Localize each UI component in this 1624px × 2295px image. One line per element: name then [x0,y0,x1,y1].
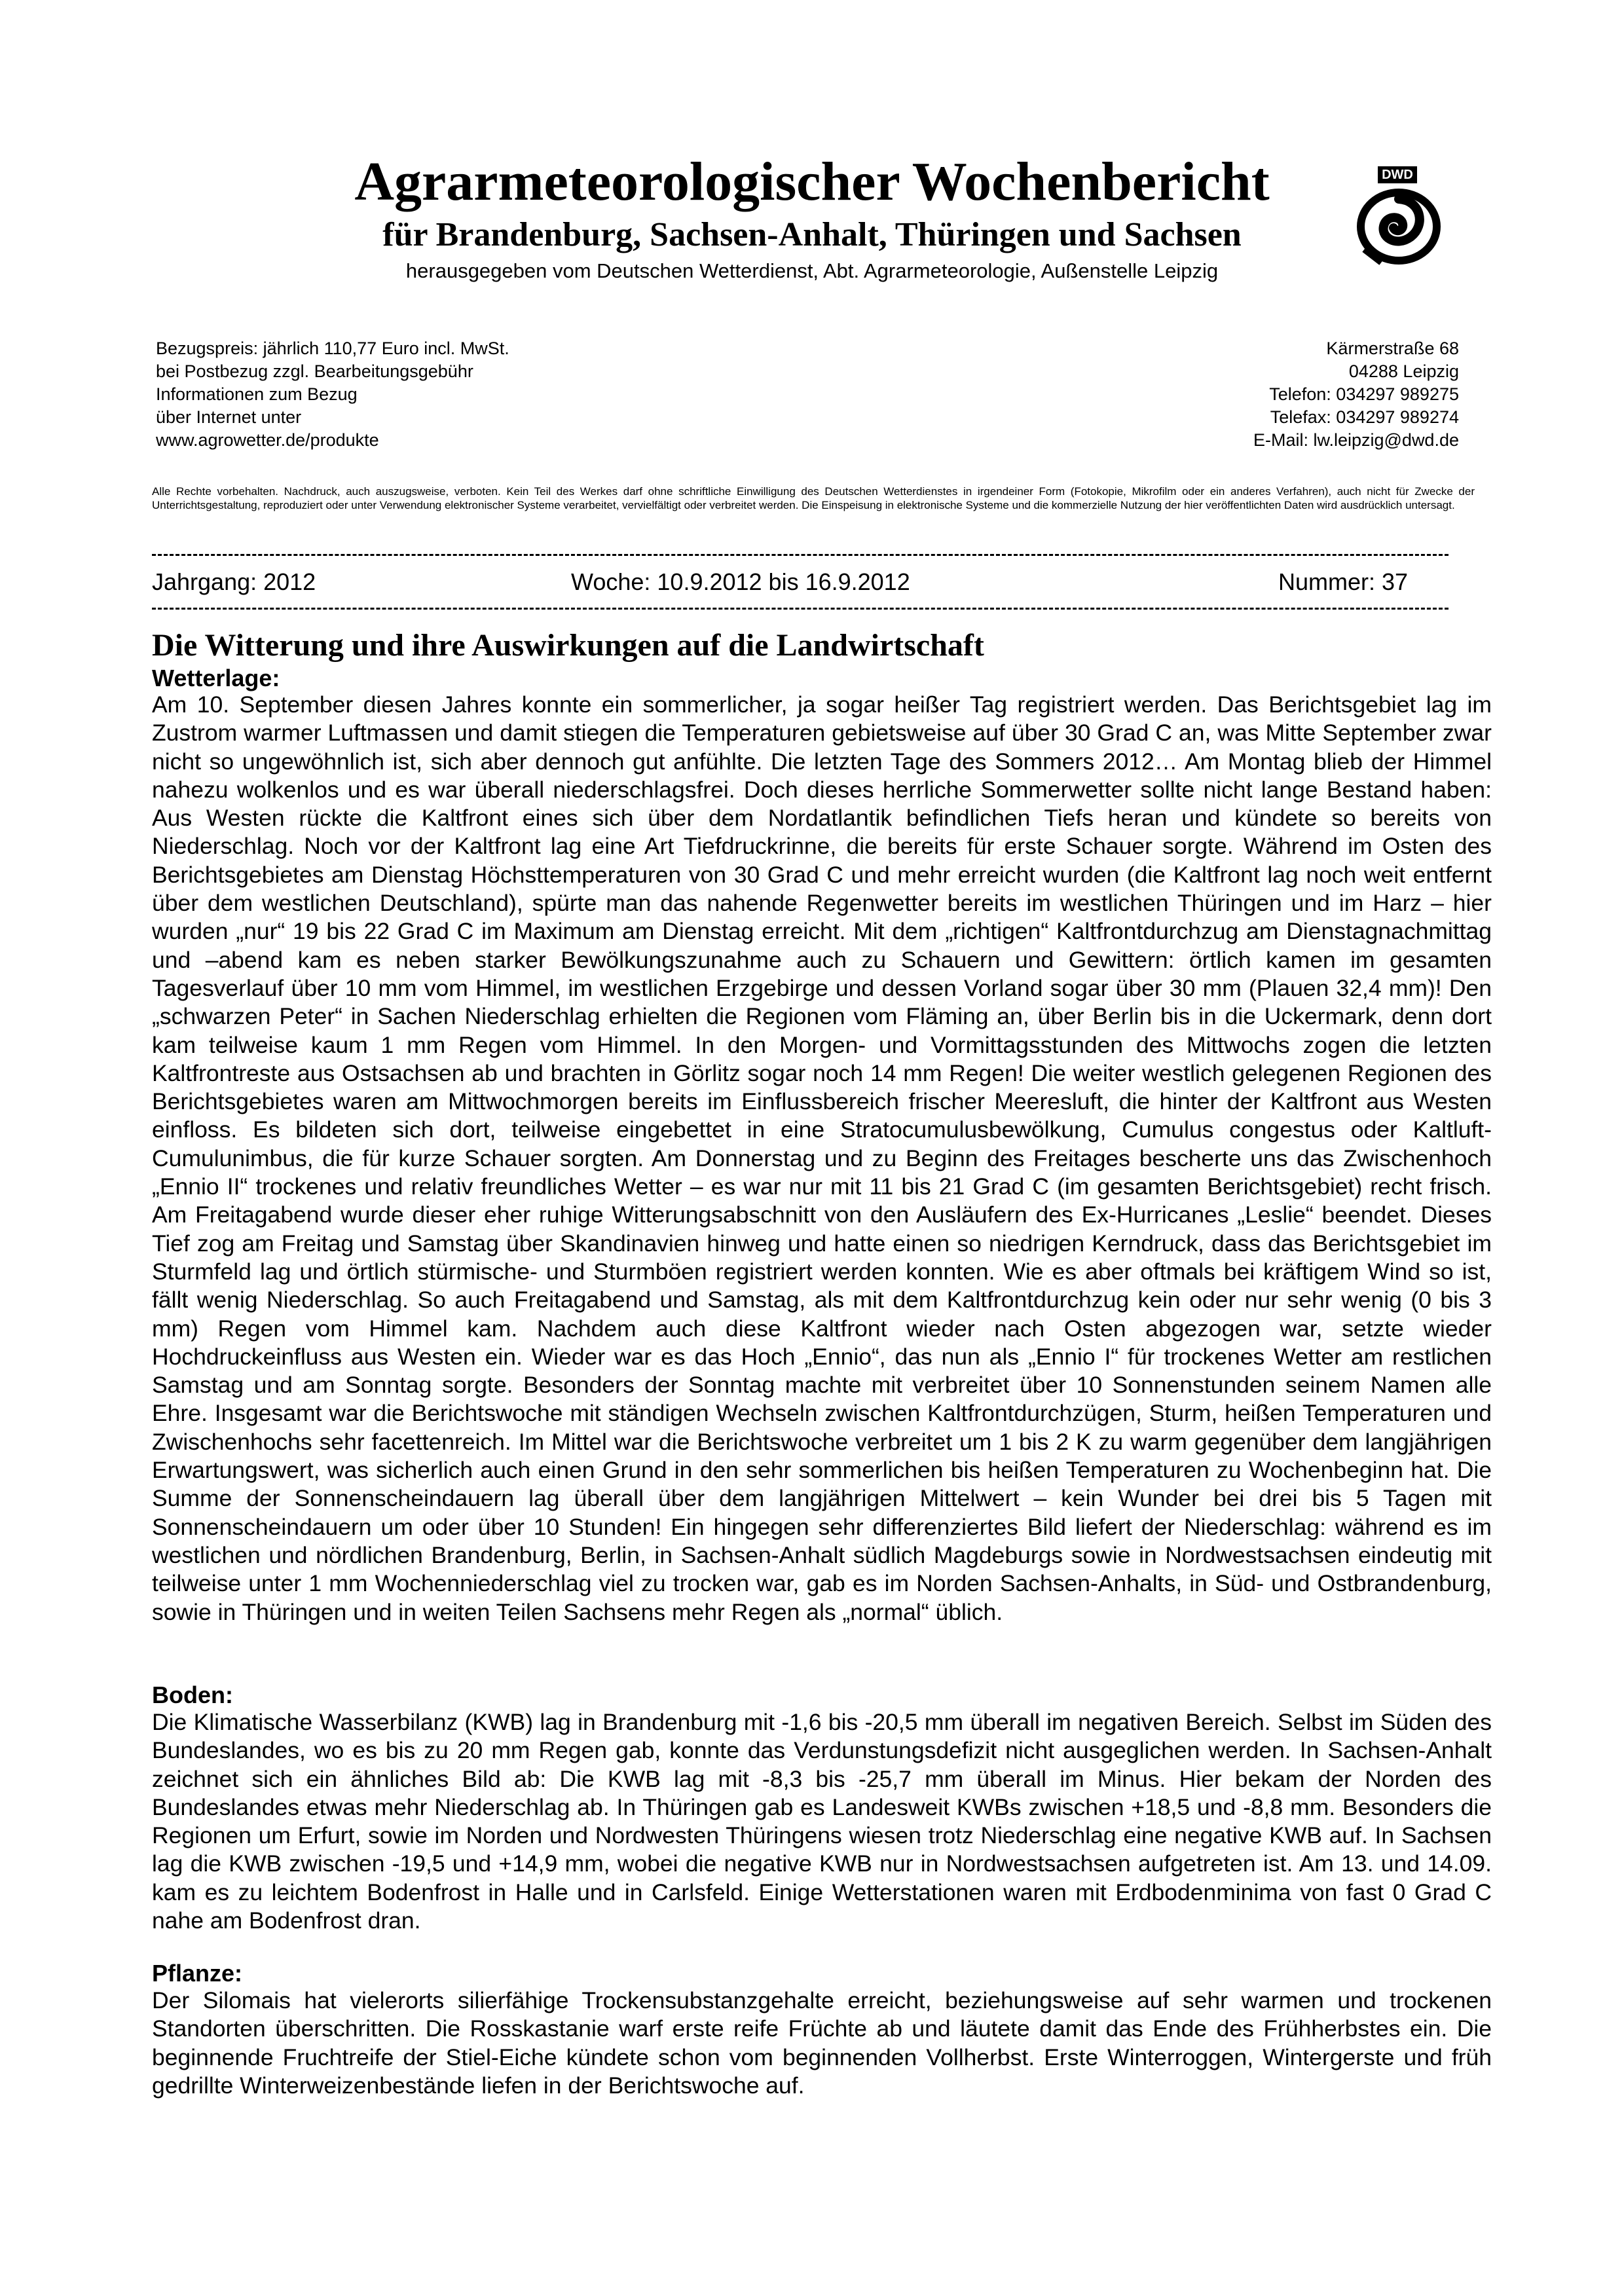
main-heading: Die Witterung und ihre Auswirkungen auf die Landwirtschaft [152,628,984,663]
contact-info [1253,337,1459,452]
rights-notice: Alle Rechte vorbehalten. Nachdruck, auch auszugsweise, verboten. Kein Teil des Werkes darf ohne schriftliche Einwilligung des Deutschen Wetterdienstes in irgendeiner Form (Fotokopie, Mikrofilm oder ein anderes Verfahren), auch nicht für Zwecke der Unterrichtsgestaltung, reproduziert oder unter Verwendung elektronischer Systeme verarbeitet, vervielfältigt oder verbreitet werden. Die Einspeisung in elektronische Systeme und die kommerzielle Nutzung der hier veröffentlichten Daten wird ausdrücklich untersagt. [152,485,1475,511]
fax-line: Telefax: 034297 989274 [1270,407,1459,427]
dwd-logo [1356,162,1441,267]
section-text-wetterlage: Am 10. September diesen Jahres konnte ein sommerlicher, ja sogar heißer Tag registriert werden. Das Berichtsgebiet lag im Zustrom warmer Luftmassen und damit stiegen die Temperaturen gebietsweise auf über 30 Grad C an, was Mitte September zwar nicht so ungewöhnlich ist, sich aber dennoch gut anfühlte. Die letzten Tage des Sommers 2012… Am Montag blieb der Himmel nahezu wolkenlos und es war überall niederschlagsfrei. Doch dieses herrliche Sommerwetter sollte nicht lange Bestand haben: Aus Westen rückte die Kaltfront eines sich über dem Nordatlantik befindlichen Tiefs heran und kündete so bereits von Niederschlag. Noch vor der Kaltfront lag eine Art Tiefdruckrinne, die bereits für erste Schauer sorgte. Während im Osten des Berichtsgebietes am Dienstag Höchsttemperaturen von 30 Grad C und mehr erreicht wurden (die Kaltfront lag noch weit entfernt über dem westlichen Deutschland), spürte man das nahende Regenwetter bereits im westlichen Thüringen und im Harz – hier wurden „nur“ 19 bis 22 Grad C im Maximum am Dienstag erreicht. Mit dem „richtigen“ Kaltfrontdurchzug am Dienstagnachmittag und –abend kam es neben starker Bewölkungszunahme auch zu Schauern und Gewittern: örtlich kamen im gesamten Tagesverlauf über 10 mm vom Himmel, im westlichen Erzgebirge und dessen Vorland sogar über 30 mm (Plauen 32,4 mm)! Den „schwarzen Peter“ in Sachen Niederschlag erhielten die Regionen vom Fläming an, über Berlin bis in die Uckermark, denn dort kam teilweise kaum 1 mm Regen vom Himmel. In den Morgen- und Vormittagsstunden des Mittwochs zogen die letzten Kaltfrontreste aus Ostsachsen ab und brachten in Görlitz sogar noch 14 mm Regen! Die weiter westlich gelegenen Regionen des Berichtsgebietes waren am Mittwochmorgen bereits im Einflussbereich frischer Meeresluft, die hinter der Kaltfront aus Westen einfloss. Es bildeten sich dort, teilweise eingebettet in eine Stratocumulusbewölkung, Cumulus congestus oder Kaltluft-Cumulunimbus, die für kurze Schauer sorgten. Am Donnerstag und zu Beginn des Freitages bescherte uns das Zwischenhoch „Ennio II“ trockenes und relativ freundliches Wetter – es war nur mit 11 bis 21 Grad C (im gesamten Berichtsgebiet) recht frisch. Am Freitagabend wurde dieser eher ruhige Witterungsabschnitt von den Ausläufern des Ex-Hurricanes „Leslie“ beendet. Dieses Tief zog am Freitag und Samstag über Skandinavien hinweg und hatte einen so niedrigen Kerndruck, dass das Berichtsgebiet im Sturmfeld lag und örtlich stürmische- und Sturmböen registriert werden konnten. Wie es aber oftmals bei kräftigem Wind so ist, fällt wenig Niederschlag. So auch Freitagabend und Samstag, als mit dem Kaltfrontdurchzug kein oder nur sehr wenig (0 bis 3 mm) Regen vom Himmel kam. Nachdem auch diese Kaltfront wieder nach Osten abgezogen war, setzte wieder Hochdruckeinfluss aus Westen ein. Wieder war es das Hoch „Ennio“, das nun als „Ennio I“ für trockenes Wetter am restlichen Samstag und am Sonntag sorgte. Besonders der Sonntag machte mit verbreitet über 10 Sonnenstunden seinem Namen alle Ehre. Insgesamt war die Berichtswoche mit ständigen Wechseln zwischen Kaltfrontdurchzügen, Sturm, heißen Temperaturen und Zwischenhochs sehr facettenreich. Im Mittel war die Berichtswoche verbreitet um 1 bis 2 K zu warm gegenüber dem langjährigen Erwartungswert, was sicherlich auch einen Grund in den sehr sommerlichen bis heißen Temperaturen zu Wochenbeginn hat. Die Summe der Sonnenscheindauern lag überall über dem langjährigen Mittelwert – kein Wunder bei drei bis 5 Tagen mit Sonnenscheindauern um oder über 10 Stunden! Ein hingegen sehr differenziertes Bild liefert der Niederschlag: während es im westlichen und nördlichen Brandenburg, Berlin, in Sachsen-Anhalt südlich Magdeburgs sowie in Nordwestsachsen eindeutig mit teilweise unter 1 mm Wochenniederschlag viel zu trocken war, gab es im Norden Sachsen-Anhalts, in Süd- und Ostbrandenburg, sowie in Thüringen und in weiten Teilen Sachsens mehr Regen als „normal“ üblich. [152,691,1492,1625]
dwd-logo-label: DWD [1378,166,1417,183]
volume-year: Jahrgang: 2012 [152,568,316,595]
divider-top [152,554,1449,556]
section-heading-pflanze: Pflanze: [152,1960,243,1987]
subscription-info [156,337,509,452]
publisher-line: herausgegeben vom Deutschen Wetterdienst, Abt. Agrarmeteorologie, Außenstelle Leipzig [405,259,1219,282]
week-range: Woche: 10.9.2012 bis 16.9.2012 [571,568,910,595]
info-line: Informationen zum Bezug [156,384,358,404]
address-city: 04288 Leipzig [1348,361,1459,381]
email-link[interactable]: E-Mail: lw.leipzig@dwd.de [1253,430,1459,450]
divider-bottom [152,608,1449,610]
section-text-boden: Die Klimatische Wasserbilanz (KWB) lag in Brandenburg mit -1,6 bis -20,5 mm überall im negativen Bereich. Selbst im Süden des Bundeslandes, wo es bis zu 20 mm Regen gab, konnte das Verdunstungsdefizit nicht ausgeglichen werden. In Sachsen-Anhalt zeichnet sich ein ähnliches Bild ab: Die KWB lag mit -8,3 bis -25,7 mm überall im Minus. Hier bekam der Norden des Bundeslandes etwas mehr Niederschlag ab. In Thüringen gab es Landesweit KWBs zwischen +18,5 und -8,8 mm. Besonders die Regionen um Erfurt, sowie im Norden und Nordwesten Thüringens wiesen trotz Niederschlag eine negative KWB auf. In Sachsen lag die KWB zwischen -19,5 und +14,9 mm, wobei die negative KWB nur in Nordwestsachsen aufgetreten ist. Am 13. und 14.09. kam es zu leichtem Bodenfrost in Halle und in Carlsfeld. Einige Wetterstationen waren mit Erdbodenminima von fast 0 Grad C nahe am Bodenfrost dran. [152,1709,1492,1934]
address-street: Kärmerstraße 68 [1326,339,1459,358]
section-heading-wetterlage: Wetterlage: [152,665,280,691]
section-heading-boden: Boden: [152,1681,233,1708]
info-line: über Internet unter [156,407,302,427]
issue-number: Nummer: 37 [1278,568,1409,595]
issue-bar [152,567,1449,597]
phone-line: Telefon: 034297 989275 [1269,384,1459,404]
dwd-swirl-icon [1356,186,1441,267]
info-line: bei Postbezug zzgl. Bearbeitungsgebühr [156,361,473,381]
website-link[interactable]: www.agrowetter.de/produkte [156,430,379,450]
report-subtitle: für Brandenburg, Sachsen-Anhalt, Thüringen und Sachsen [382,216,1242,253]
info-line: Bezugspreis: jährlich 110,77 Euro incl. MwSt. [156,339,509,358]
report-title: Agrarmeteorologischer Wochenbericht [354,151,1270,212]
section-text-pflanze: Der Silomais hat vielerorts silierfähige Trockensubstanzgehalte erreicht, beziehungsweise auf sehr warmen und trockenen Standorten überschritten. Die Rosskastanie warf erste reife Früchte ab und läutete damit das Ende des Frühherbstes ein. Die beginnende Fruchtreife der Stiel-Eiche kündete schon vom beginnenden Vollherbst. Erste Winterroggen, Wintergerste und früh gedrillte Winterweizenbestände liefen in der Berichtswoche auf. [152,1987,1492,2099]
